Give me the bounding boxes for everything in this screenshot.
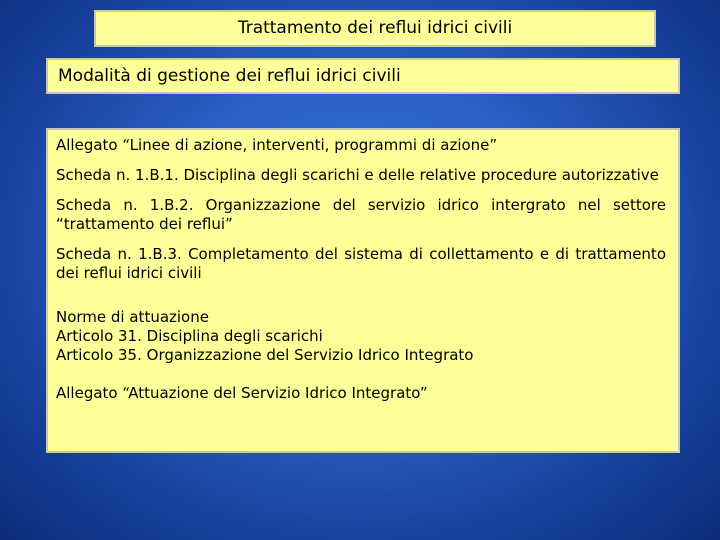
- content-box: [46, 128, 680, 453]
- articolo-31: Articolo 31. Disciplina degli scarichi: [56, 327, 323, 345]
- scheda-1b3: Scheda n. 1.B.3. Completamento del sistema di collettamento e di trattamento dei reflui idrici civili: [56, 245, 666, 282]
- norme-heading: Norme di attuazione: [56, 308, 209, 326]
- allegato-attuazione: Allegato “Attuazione del Servizio Idrico Integrato”: [56, 384, 428, 402]
- articolo-35: Articolo 35. Organizzazione del Servizio Idrico Integrato: [56, 346, 474, 364]
- scheda-1b1: Scheda n. 1.B.1. Disciplina degli scarichi e delle relative procedure autorizzative: [56, 166, 659, 184]
- slide-subtitle: Modalità di gestione dei reflui idrici civili: [46, 58, 680, 94]
- slide-title: Trattamento dei reflui idrici civili: [94, 10, 656, 47]
- scheda-1b2: Scheda n. 1.B.2. Organizzazione del servizio idrico intergrato nel settore “trattamento dei reflui”: [56, 196, 666, 233]
- allegato-linee-azione: Allegato “Linee di azione, interventi, programmi di azione”: [56, 136, 498, 154]
